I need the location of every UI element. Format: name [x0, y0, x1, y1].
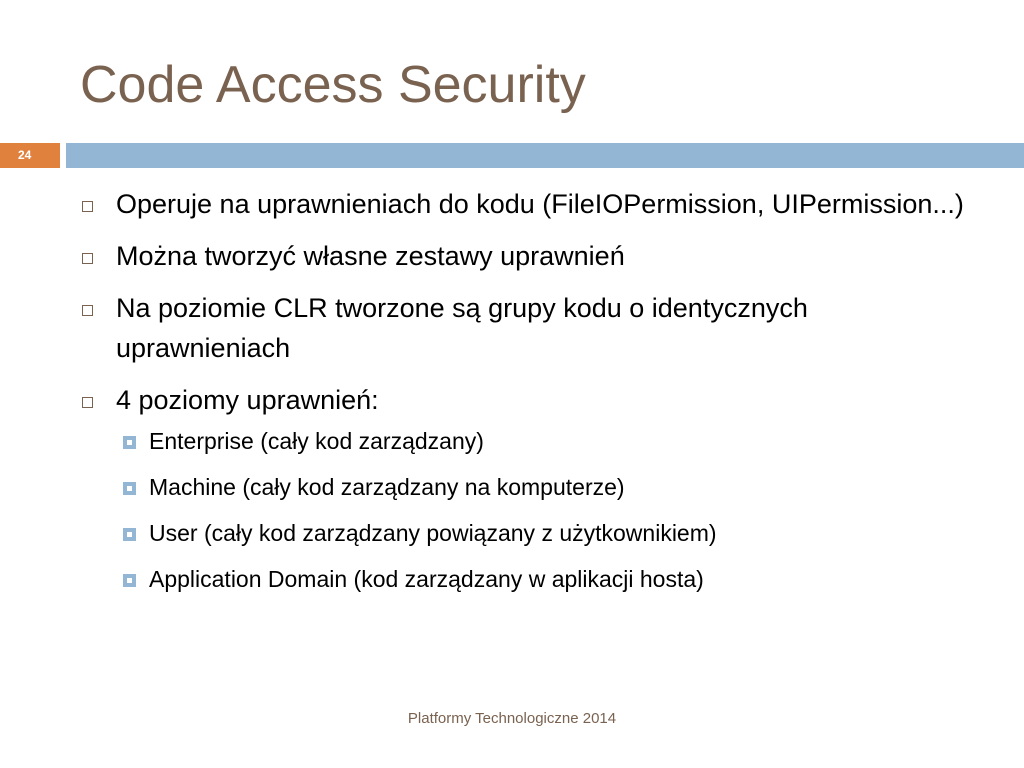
filled-square-bullet-icon: [123, 482, 136, 495]
sub-bullet-item: [113, 470, 980, 505]
sub-bullet-text: Enterprise (cały kod zarządzany): [149, 428, 484, 454]
bullet-text: Operuje na uprawnieniach do kodu (FileIOPermission, UIPermission...): [116, 189, 964, 219]
slide-title: Code Access Security: [80, 56, 586, 114]
bullet-item: [80, 236, 980, 276]
filled-square-bullet-icon: [123, 574, 136, 587]
bullet-text: Na poziomie CLR tworzone są grupy kodu o identycznych uprawnieniach: [116, 293, 808, 363]
sub-bullet-item: [113, 424, 980, 459]
sub-bullet-item: [113, 562, 980, 597]
sub-bullet-text: Machine (cały kod zarządzany na komputerze): [149, 474, 625, 500]
bullet-list: [80, 184, 980, 609]
square-bullet-icon: [82, 201, 93, 212]
bullet-item: [80, 380, 980, 597]
slide-number: 24: [0, 143, 60, 168]
sub-bullet-list: [113, 424, 980, 597]
sub-bullet-item: [113, 516, 980, 551]
slide-footer: Platformy Technologiczne 2014: [407, 710, 617, 727]
square-bullet-icon: [82, 397, 93, 408]
filled-square-bullet-icon: [123, 528, 136, 541]
square-bullet-icon: [82, 305, 93, 316]
filled-square-bullet-icon: [123, 436, 136, 449]
header-bar: [66, 143, 1024, 168]
bullet-text: 4 poziomy uprawnień:: [116, 385, 379, 415]
bullet-item: [80, 184, 980, 224]
bullet-item: [80, 288, 980, 368]
sub-bullet-text: Application Domain (kod zarządzany w aplikacji hosta): [149, 566, 704, 592]
square-bullet-icon: [82, 253, 93, 264]
bullet-text: Można tworzyć własne zestawy uprawnień: [116, 241, 625, 271]
sub-bullet-text: User (cały kod zarządzany powiązany z użytkownikiem): [149, 520, 717, 546]
